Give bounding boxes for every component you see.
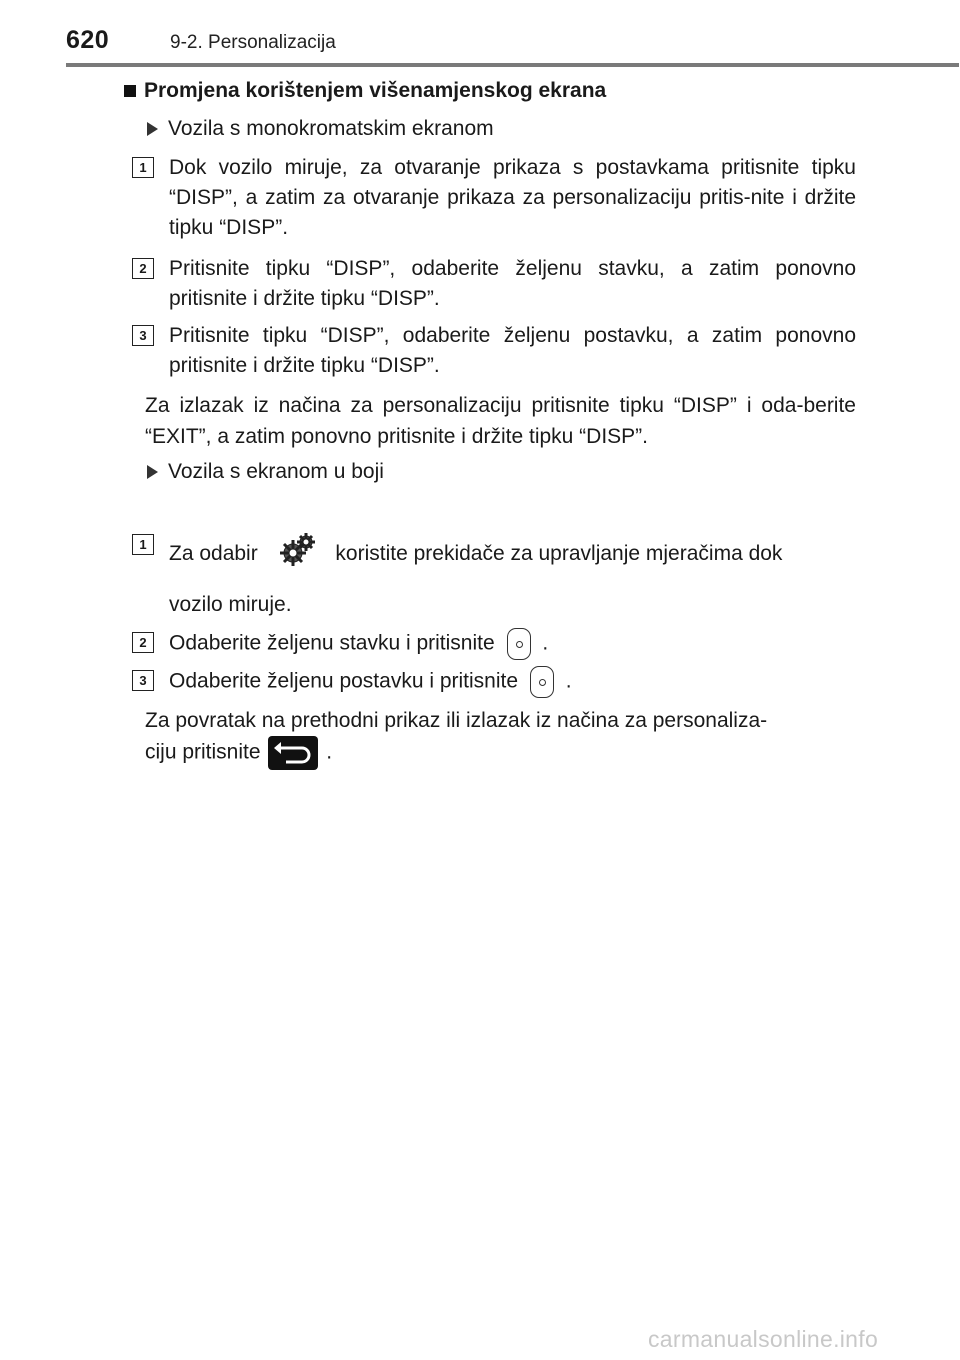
color-note-line2-before: ciju pritisnite xyxy=(145,740,261,764)
step-text-before: Odaberite željenu postavku i pritisnite xyxy=(169,669,519,693)
step-text: Pritisnite tipku “DISP”, odaberite željenu stavku, a zatim ponovno pritisnite i držite tipku “DISP”. xyxy=(169,257,856,310)
color-note xyxy=(145,705,856,770)
step-text-after: . xyxy=(565,669,572,693)
section-heading-text: Promjena korištenjem višenamjenskog ekrana xyxy=(144,79,607,102)
step-text-before: Za odabir xyxy=(169,542,258,566)
step-number-badge: 2 xyxy=(132,258,154,279)
triangle-bullet-icon xyxy=(147,122,158,136)
step-number-badge: 3 xyxy=(132,670,154,691)
watermark: carmanualsonline.info xyxy=(648,1326,879,1352)
step-number-badge: 3 xyxy=(132,325,154,346)
step-number-badge: 1 xyxy=(132,534,154,555)
step-text: Dok vozilo miruje, za otvaranje prikaza s postavkama pritisnite tipku “DISP”, a zatim za otvaranje prikaza za personalizaciju pritis-nite i držite tipku “DISP”. xyxy=(169,156,856,239)
step-text-after: . xyxy=(542,631,549,655)
section-heading xyxy=(124,79,606,103)
step-text-after: koristite prekidače za upravljanje mjeračima dok xyxy=(335,542,783,566)
gear-settings-icon xyxy=(276,530,320,579)
step-number-badge: 1 xyxy=(132,157,154,178)
square-bullet-icon xyxy=(124,85,136,97)
back-arrow-icon xyxy=(268,736,318,770)
color-note-line2 xyxy=(145,736,856,770)
mono-note: Za izlazak iz načina za personalizaciju pritisnite tipku “DISP” i oda-berite “EXIT”, a zatim ponovno pritisnite i držite tipku “DISP”. xyxy=(145,394,856,448)
subheading-mono xyxy=(147,117,494,141)
enter-dial-icon xyxy=(530,666,554,698)
page-number: 620 xyxy=(66,26,110,54)
step-number-badge: 2 xyxy=(132,632,154,653)
subheading-color xyxy=(147,460,384,484)
step-text-before: Odaberite željenu stavku i pritisnite xyxy=(169,631,495,655)
section-title: 9-2. Personalizacija xyxy=(170,32,336,53)
color-note-line1: Za povratak na prethodni prikaz ili izlazak iz načina za personaliza- xyxy=(145,709,768,732)
subheading-mono-text: Vozila s monokromatskim ekranom xyxy=(168,117,494,140)
color-note-line2-after: . xyxy=(326,740,333,764)
subheading-color-text: Vozila s ekranom u boji xyxy=(168,460,384,483)
triangle-bullet-icon xyxy=(147,465,158,479)
step-text-line2: vozilo miruje. xyxy=(169,593,292,616)
header-divider xyxy=(66,63,959,67)
step-text: Pritisnite tipku “DISP”, odaberite željenu postavku, a zatim ponovno pritisnite i držite tipku “DISP”. xyxy=(169,324,856,377)
enter-dial-icon xyxy=(507,628,531,660)
